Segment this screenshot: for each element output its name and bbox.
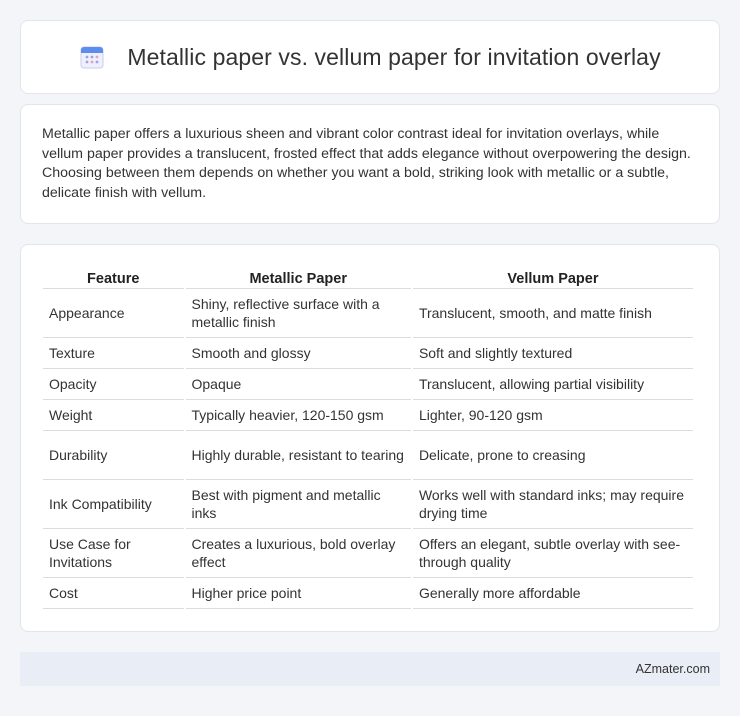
header-metallic: Metallic Paper [186, 266, 411, 289]
cell-metallic: Smooth and glossy [186, 338, 411, 369]
table-header-row [43, 266, 693, 289]
cell-feature: Opacity [43, 369, 184, 400]
intro-card [20, 104, 720, 224]
cell-metallic: Typically heavier, 120-150 gsm [186, 400, 411, 431]
footer-site-name: AZmater.com [635, 662, 710, 676]
page-title: Metallic paper vs. vellum paper for invitation overlay [127, 43, 661, 70]
cell-feature: Weight [43, 400, 184, 431]
table-row [43, 338, 693, 369]
cell-feature: Use Case for Invitations [43, 529, 184, 578]
cell-feature: Cost [43, 578, 184, 609]
cell-metallic: Shiny, reflective surface with a metallic finish [186, 289, 411, 338]
cell-metallic: Higher price point [186, 578, 411, 609]
table-row [43, 289, 693, 338]
cell-feature: Appearance [43, 289, 184, 338]
cell-vellum: Offers an elegant, subtle overlay with see-through quality [413, 529, 693, 578]
cell-vellum: Soft and slightly textured [413, 338, 693, 369]
cell-feature: Ink Compatibility [43, 480, 184, 529]
table-row [43, 480, 693, 529]
cell-metallic: Creates a luxurious, bold overlay effect [186, 529, 411, 578]
calendar-icon [79, 44, 105, 70]
header-vellum: Vellum Paper [413, 266, 693, 289]
cell-vellum: Lighter, 90-120 gsm [413, 400, 693, 431]
table-row [43, 578, 693, 609]
cell-metallic: Best with pigment and metallic inks [186, 480, 411, 529]
intro-paragraph: Metallic paper offers a luxurious sheen and vibrant color contrast ideal for invitation overlays, while vellum paper provides a translucent, frosted effect that adds elegance without overpowering the design. Choosing between them depends on whether you want a bold, striking look with metallic or a subtle, delicate finish with vellum. [42, 126, 691, 201]
cell-vellum: Generally more affordable [413, 578, 693, 609]
table-row [43, 431, 693, 480]
cell-vellum: Works well with standard inks; may require drying time [413, 480, 693, 529]
table-row [43, 529, 693, 578]
footer-bar [20, 652, 720, 686]
table-card [20, 244, 720, 632]
cell-feature: Durability [43, 431, 184, 480]
table-row [43, 400, 693, 431]
header-feature: Feature [43, 266, 184, 289]
comparison-table [41, 266, 695, 609]
title-wrap [79, 44, 660, 71]
title-card [20, 20, 720, 94]
cell-metallic: Opaque [186, 369, 411, 400]
cell-vellum: Translucent, smooth, and matte finish [413, 289, 693, 338]
cell-vellum: Translucent, allowing partial visibility [413, 369, 693, 400]
cell-vellum: Delicate, prone to creasing [413, 431, 693, 480]
table-row [43, 369, 693, 400]
cell-feature: Texture [43, 338, 184, 369]
cell-metallic: Highly durable, resistant to tearing [186, 431, 411, 480]
